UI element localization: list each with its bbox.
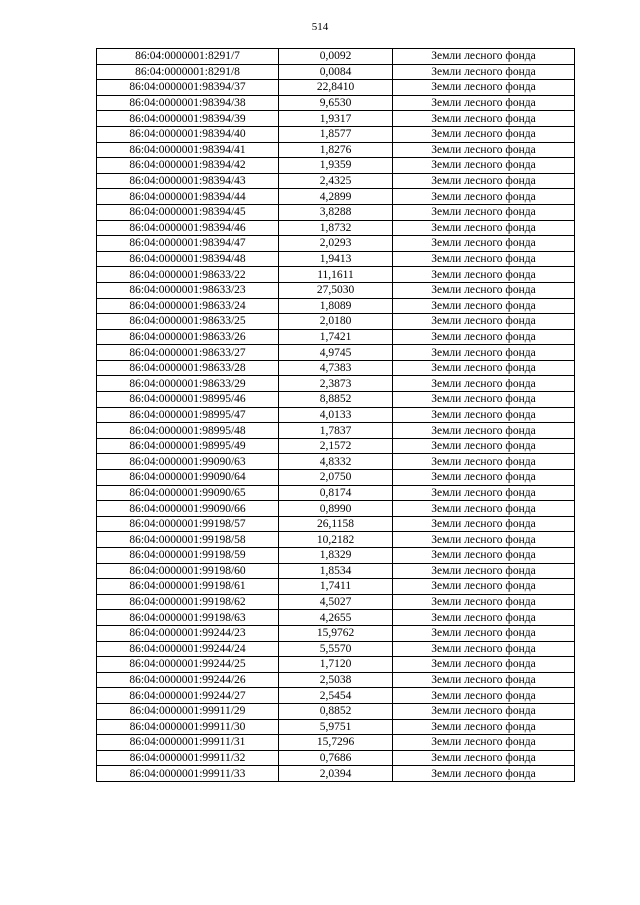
land-category-cell: Земли лесного фонда [393, 750, 575, 766]
land-category-cell: Земли лесного фонда [393, 142, 575, 158]
table-row [97, 329, 575, 345]
cadastral-number-cell: 86:04:0000001:99911/33 [97, 766, 279, 782]
table-row [97, 236, 575, 252]
table-row [97, 158, 575, 174]
area-cell: 2,4325 [279, 173, 393, 189]
table-row [97, 220, 575, 236]
area-cell: 1,8276 [279, 142, 393, 158]
land-category-cell: Земли лесного фонда [393, 423, 575, 439]
area-cell: 1,9317 [279, 111, 393, 127]
area-cell: 2,0293 [279, 236, 393, 252]
area-cell: 4,7383 [279, 360, 393, 376]
cadastral-number-cell: 86:04:0000001:98633/23 [97, 282, 279, 298]
cadastral-number-cell: 86:04:0000001:99911/31 [97, 735, 279, 751]
cadastral-number-cell: 86:04:0000001:98633/24 [97, 298, 279, 314]
cadastral-number-cell: 86:04:0000001:98394/46 [97, 220, 279, 236]
land-category-cell: Земли лесного фонда [393, 267, 575, 283]
page-number: 514 [311, 21, 329, 33]
land-category-cell: Земли лесного фонда [393, 610, 575, 626]
cadastral-number-cell: 86:04:0000001:99090/63 [97, 454, 279, 470]
land-category-cell: Земли лесного фонда [393, 516, 575, 532]
cadastral-number-cell: 86:04:0000001:99198/57 [97, 516, 279, 532]
table-row [97, 95, 575, 111]
table-row [97, 111, 575, 127]
cadastral-number-cell: 86:04:0000001:8291/8 [97, 64, 279, 80]
area-cell: 5,5570 [279, 641, 393, 657]
table-row [97, 49, 575, 65]
table-row [97, 64, 575, 80]
area-cell: 4,5027 [279, 594, 393, 610]
area-cell: 3,8288 [279, 204, 393, 220]
table-row [97, 142, 575, 158]
area-cell: 1,7411 [279, 579, 393, 595]
land-category-cell: Земли лесного фонда [393, 548, 575, 564]
cadastral-number-cell: 86:04:0000001:98394/39 [97, 111, 279, 127]
table-row [97, 360, 575, 376]
land-category-cell: Земли лесного фонда [393, 329, 575, 345]
land-category-cell: Земли лесного фонда [393, 126, 575, 142]
area-cell: 15,7296 [279, 735, 393, 751]
cadastral-number-cell: 86:04:0000001:99244/26 [97, 672, 279, 688]
area-cell: 4,2899 [279, 189, 393, 205]
table-row [97, 438, 575, 454]
cadastral-number-cell: 86:04:0000001:98633/27 [97, 345, 279, 361]
table-row [97, 204, 575, 220]
land-category-cell: Земли лесного фонда [393, 485, 575, 501]
land-category-cell: Земли лесного фонда [393, 579, 575, 595]
cadastral-number-cell: 86:04:0000001:98394/37 [97, 80, 279, 96]
land-category-cell: Земли лесного фонда [393, 360, 575, 376]
table-row [97, 766, 575, 782]
land-category-cell: Земли лесного фонда [393, 470, 575, 486]
area-cell: 2,1572 [279, 438, 393, 454]
table-row [97, 703, 575, 719]
land-category-cell: Земли лесного фонда [393, 766, 575, 782]
cadastral-number-cell: 86:04:0000001:99198/62 [97, 594, 279, 610]
land-category-cell: Земли лесного фонда [393, 111, 575, 127]
cadastral-number-cell: 86:04:0000001:98394/44 [97, 189, 279, 205]
land-category-cell: Земли лесного фонда [393, 64, 575, 80]
area-cell: 1,8329 [279, 548, 393, 564]
land-category-cell: Земли лесного фонда [393, 173, 575, 189]
table-row [97, 267, 575, 283]
area-cell: 0,7686 [279, 750, 393, 766]
land-category-cell: Земли лесного фонда [393, 298, 575, 314]
land-category-cell: Земли лесного фонда [393, 625, 575, 641]
table-row [97, 470, 575, 486]
land-category-cell: Земли лесного фонда [393, 438, 575, 454]
land-category-cell: Земли лесного фонда [393, 189, 575, 205]
land-parcel-table [96, 48, 575, 782]
cadastral-number-cell: 86:04:0000001:99244/27 [97, 688, 279, 704]
cadastral-number-cell: 86:04:0000001:98633/29 [97, 376, 279, 392]
cadastral-number-cell: 86:04:0000001:98394/48 [97, 251, 279, 267]
area-cell: 11,1611 [279, 267, 393, 283]
table-row [97, 345, 575, 361]
land-category-cell: Земли лесного фонда [393, 220, 575, 236]
table-row [97, 516, 575, 532]
table-row [97, 189, 575, 205]
table-row [97, 688, 575, 704]
land-category-cell: Земли лесного фонда [393, 594, 575, 610]
area-cell: 26,1158 [279, 516, 393, 532]
land-category-cell: Земли лесного фонда [393, 392, 575, 408]
area-cell: 1,9359 [279, 158, 393, 174]
cadastral-number-cell: 86:04:0000001:99198/58 [97, 532, 279, 548]
land-category-cell: Земли лесного фонда [393, 376, 575, 392]
area-cell: 1,9413 [279, 251, 393, 267]
table-row [97, 485, 575, 501]
table-row [97, 282, 575, 298]
area-cell: 10,2182 [279, 532, 393, 548]
cadastral-number-cell: 86:04:0000001:99198/59 [97, 548, 279, 564]
area-cell: 1,8089 [279, 298, 393, 314]
cadastral-number-cell: 86:04:0000001:98394/45 [97, 204, 279, 220]
table-row [97, 641, 575, 657]
cadastral-number-cell: 86:04:0000001:98394/43 [97, 173, 279, 189]
area-cell: 2,0180 [279, 314, 393, 330]
area-cell: 15,9762 [279, 625, 393, 641]
land-category-cell: Земли лесного фонда [393, 703, 575, 719]
area-cell: 4,2655 [279, 610, 393, 626]
land-category-cell: Земли лесного фонда [393, 641, 575, 657]
area-cell: 4,9745 [279, 345, 393, 361]
cadastral-number-cell: 86:04:0000001:98995/47 [97, 407, 279, 423]
cadastral-number-cell: 86:04:0000001:98995/49 [97, 438, 279, 454]
land-category-cell: Земли лесного фонда [393, 345, 575, 361]
table-row [97, 126, 575, 142]
cadastral-number-cell: 86:04:0000001:99090/65 [97, 485, 279, 501]
area-cell: 1,7421 [279, 329, 393, 345]
area-cell: 2,0394 [279, 766, 393, 782]
land-category-cell: Земли лесного фонда [393, 688, 575, 704]
table-row [97, 735, 575, 751]
land-category-cell: Земли лесного фонда [393, 407, 575, 423]
table-row [97, 251, 575, 267]
land-category-cell: Земли лесного фонда [393, 158, 575, 174]
cadastral-number-cell: 86:04:0000001:99198/63 [97, 610, 279, 626]
area-cell: 1,8577 [279, 126, 393, 142]
cadastral-number-cell: 86:04:0000001:99198/61 [97, 579, 279, 595]
table-row [97, 594, 575, 610]
table-row [97, 657, 575, 673]
land-category-cell: Земли лесного фонда [393, 672, 575, 688]
table-row [97, 532, 575, 548]
land-category-cell: Земли лесного фонда [393, 282, 575, 298]
area-cell: 0,8990 [279, 501, 393, 517]
cadastral-number-cell: 86:04:0000001:99090/64 [97, 470, 279, 486]
table-row [97, 173, 575, 189]
table-row [97, 579, 575, 595]
table-row [97, 314, 575, 330]
table-row [97, 750, 575, 766]
table-row [97, 423, 575, 439]
land-category-cell: Земли лесного фонда [393, 95, 575, 111]
cadastral-number-cell: 86:04:0000001:99244/23 [97, 625, 279, 641]
area-cell: 0,0084 [279, 64, 393, 80]
cadastral-number-cell: 86:04:0000001:98394/47 [97, 236, 279, 252]
area-cell: 9,6530 [279, 95, 393, 111]
cadastral-number-cell: 86:04:0000001:98633/22 [97, 267, 279, 283]
cadastral-number-cell: 86:04:0000001:98394/38 [97, 95, 279, 111]
cadastral-number-cell: 86:04:0000001:98394/40 [97, 126, 279, 142]
cadastral-number-cell: 86:04:0000001:99090/66 [97, 501, 279, 517]
table-row [97, 501, 575, 517]
table-row [97, 298, 575, 314]
table-row [97, 80, 575, 96]
land-category-cell: Земли лесного фонда [393, 532, 575, 548]
cadastral-number-cell: 86:04:0000001:98394/42 [97, 158, 279, 174]
area-cell: 1,8732 [279, 220, 393, 236]
cadastral-number-cell: 86:04:0000001:99911/32 [97, 750, 279, 766]
table-row [97, 454, 575, 470]
area-cell: 2,0750 [279, 470, 393, 486]
table-row [97, 610, 575, 626]
area-cell: 0,8852 [279, 703, 393, 719]
cadastral-number-cell: 86:04:0000001:98995/46 [97, 392, 279, 408]
land-category-cell: Земли лесного фонда [393, 49, 575, 65]
table-row [97, 672, 575, 688]
table-row [97, 392, 575, 408]
area-cell: 8,8852 [279, 392, 393, 408]
land-category-cell: Земли лесного фонда [393, 501, 575, 517]
table-row [97, 548, 575, 564]
land-category-cell: Земли лесного фонда [393, 236, 575, 252]
table-row [97, 407, 575, 423]
cadastral-number-cell: 86:04:0000001:99244/24 [97, 641, 279, 657]
area-cell: 0,8174 [279, 485, 393, 501]
cadastral-number-cell: 86:04:0000001:8291/7 [97, 49, 279, 65]
table-row [97, 563, 575, 579]
land-category-cell: Земли лесного фонда [393, 657, 575, 673]
cadastral-number-cell: 86:04:0000001:99198/60 [97, 563, 279, 579]
area-cell: 0,0092 [279, 49, 393, 65]
area-cell: 4,8332 [279, 454, 393, 470]
cadastral-number-cell: 86:04:0000001:98633/25 [97, 314, 279, 330]
cadastral-number-cell: 86:04:0000001:99911/29 [97, 703, 279, 719]
cadastral-number-cell: 86:04:0000001:99911/30 [97, 719, 279, 735]
area-cell: 2,5038 [279, 672, 393, 688]
land-category-cell: Земли лесного фонда [393, 314, 575, 330]
cadastral-number-cell: 86:04:0000001:99244/25 [97, 657, 279, 673]
area-cell: 1,7120 [279, 657, 393, 673]
table-row [97, 376, 575, 392]
area-cell: 1,7837 [279, 423, 393, 439]
cadastral-number-cell: 86:04:0000001:98995/48 [97, 423, 279, 439]
land-category-cell: Земли лесного фонда [393, 251, 575, 267]
land-category-cell: Земли лесного фонда [393, 735, 575, 751]
land-category-cell: Земли лесного фонда [393, 719, 575, 735]
cadastral-number-cell: 86:04:0000001:98394/41 [97, 142, 279, 158]
area-cell: 2,5454 [279, 688, 393, 704]
table-row [97, 625, 575, 641]
table-row [97, 719, 575, 735]
cadastral-number-cell: 86:04:0000001:98633/26 [97, 329, 279, 345]
land-category-cell: Земли лесного фонда [393, 563, 575, 579]
land-category-cell: Земли лесного фонда [393, 204, 575, 220]
area-cell: 27,5030 [279, 282, 393, 298]
land-category-cell: Земли лесного фонда [393, 454, 575, 470]
land-category-cell: Земли лесного фонда [393, 80, 575, 96]
area-cell: 2,3873 [279, 376, 393, 392]
area-cell: 4,0133 [279, 407, 393, 423]
table-body [97, 49, 575, 782]
area-cell: 22,8410 [279, 80, 393, 96]
area-cell: 5,9751 [279, 719, 393, 735]
area-cell: 1,8534 [279, 563, 393, 579]
cadastral-number-cell: 86:04:0000001:98633/28 [97, 360, 279, 376]
